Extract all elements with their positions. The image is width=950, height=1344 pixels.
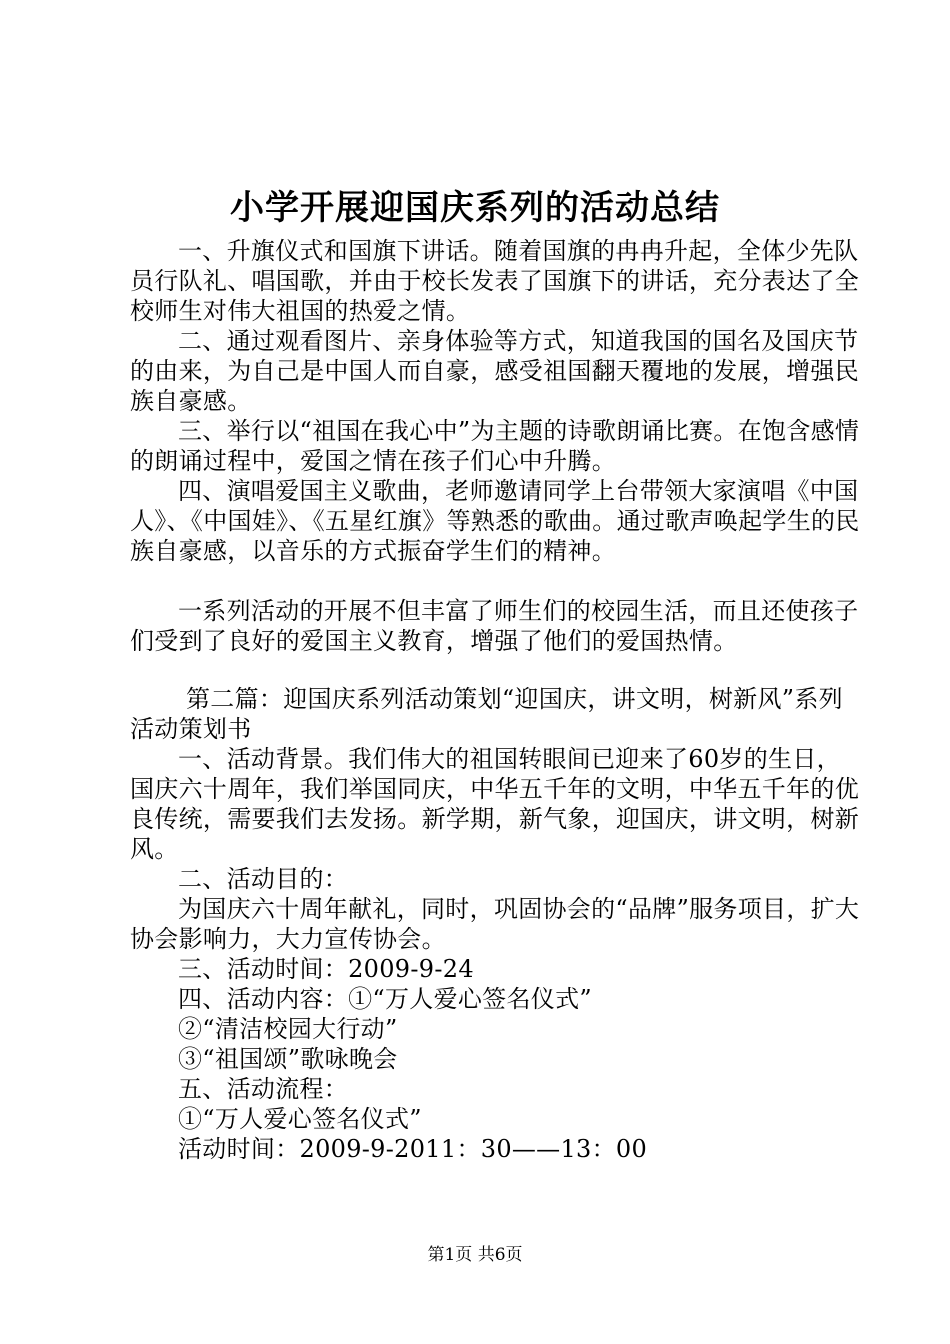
- paragraph-content-item-3: ③“祖国颂”歌咏晚会: [178, 1045, 398, 1073]
- spacer: [130, 656, 860, 684]
- document-title: 小学开展迎国庆系列的活动总结: [230, 188, 720, 228]
- page-footer: 第1页 共6页: [427, 1245, 523, 1265]
- paragraph-summary: 一系列活动的开展不但丰富了师生们的校园生活，而且还使孩子们受到了良好的爱国主义教育，增强了他们的爱国热情。: [130, 597, 859, 655]
- paragraph-songs: 四、演唱爱国主义歌曲，老师邀请同学上台带领大家演唱《中国人》、《中国娃》、《五星红旗》等熟悉的歌曲。通过歌声唤起学生的民族自豪感，以音乐的方式振奋学生们的精神。: [130, 477, 860, 565]
- paragraph-poetry: 三、举行以“祖国在我心中”为主题的诗歌朗诵比赛。在饱含感情的朗诵过程中，爱国之情在孩子们心中升腾。: [130, 417, 860, 475]
- paragraph-time: 三、活动时间：2009-9-24: [178, 955, 474, 983]
- paragraph-activity-time: 活动时间：2009-9-2011：30——13：00: [178, 1135, 648, 1163]
- paragraph-flag-ceremony: 一、升旗仪式和国旗下讲话。随着国旗的冉冉升起，全体少先队员行队礼、唱国歌，并由于校长发表了国旗下的讲话，充分表达了全校师生对伟大祖国的热爱之情。: [130, 237, 859, 325]
- section-heading: 第二篇：迎国庆系列活动策划“迎国庆，讲文明，树新风”系列活动策划书: [130, 685, 843, 743]
- paragraph-content-item-2: ②“清洁校园大行动”: [178, 1015, 398, 1043]
- paragraph-purpose-heading: 二、活动目的：: [178, 865, 349, 893]
- spacer: [130, 566, 860, 596]
- paragraph-background: 一、活动背景。我们伟大的祖国转眼间已迎来了60岁的生日，国庆六十周年，我们举国同庆，中华五千年的文明，中华五千年的优良传统，需要我们去发扬。新学期，新气象，迎国庆，讲文明，树新风。: [130, 745, 859, 863]
- paragraph-content: 四、活动内容：①“万人爱心签名仪式”: [178, 985, 592, 1013]
- document-body: [130, 236, 860, 1164]
- paragraph-process-item-1: ①“万人爱心签名仪式”: [178, 1105, 422, 1133]
- paragraph-purpose: 为国庆六十周年献礼，同时，巩固协会的“品牌”服务项目，扩大协会影响力，大力宣传协会。: [130, 895, 860, 953]
- paragraph-learning: 二、通过观看图片、亲身体验等方式，知道我国的国名及国庆节的由来，为自己是中国人而自豪，感受祖国翻天覆地的发展，增强民族自豪感。: [130, 327, 859, 415]
- paragraph-process-heading: 五、活动流程：: [178, 1075, 349, 1103]
